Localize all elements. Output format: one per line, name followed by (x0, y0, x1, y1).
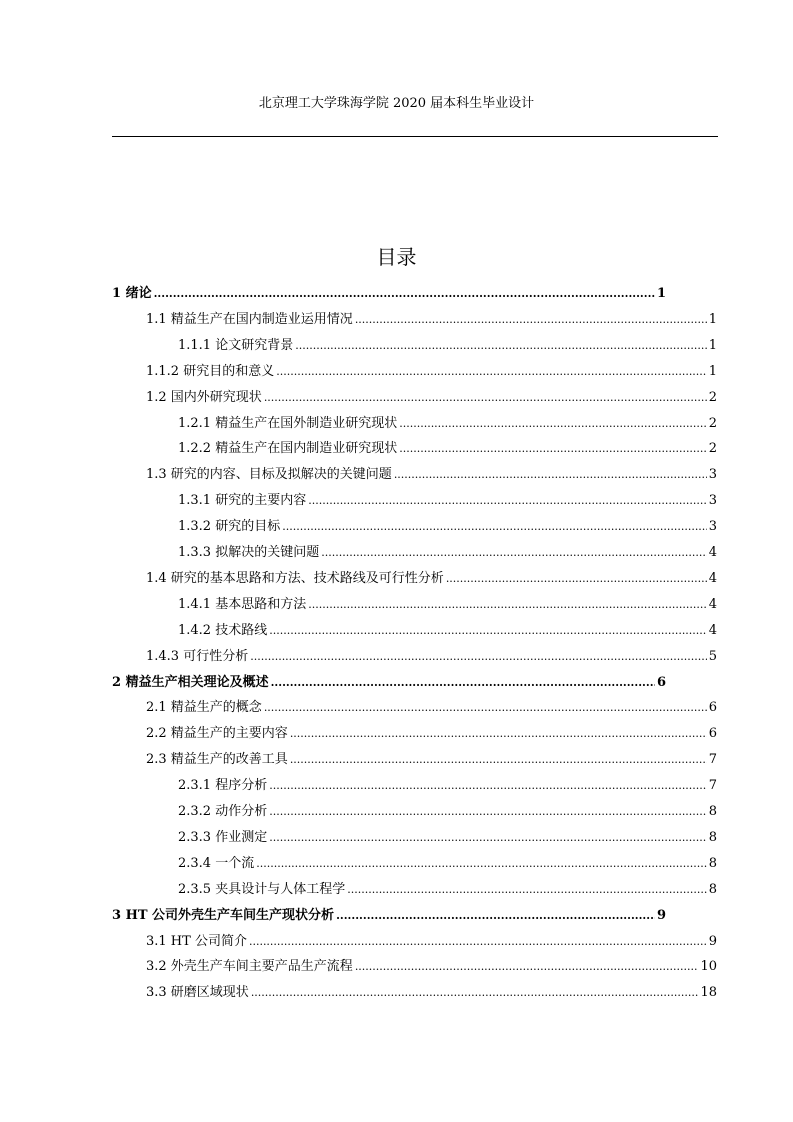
toc-entry[interactable] (146, 932, 717, 952)
toc-entry-page: 1 (708, 338, 717, 353)
toc-entry[interactable] (178, 595, 717, 615)
header-rule (112, 136, 718, 137)
toc-entry-label: 2.3.1 程序分析 (178, 778, 268, 793)
toc-entry[interactable] (178, 621, 717, 641)
toc-entry[interactable] (178, 414, 717, 434)
toc-entry-label: 1 绪论 (112, 286, 152, 301)
toc-entry-label: 2.3.3 作业测定 (178, 830, 268, 845)
toc-entry[interactable] (146, 957, 717, 977)
toc-entry-label: 3 HT 公司外壳生产车间生产现状分析 (112, 908, 335, 923)
toc-entry[interactable] (146, 310, 717, 330)
dot-leader (347, 880, 707, 900)
toc-entry[interactable] (112, 673, 666, 693)
toc-entry-label: 1.3.1 研究的主要内容 (178, 493, 307, 508)
dot-leader (249, 932, 707, 952)
dot-leader (269, 776, 707, 796)
toc-entry-page: 9 (656, 908, 666, 923)
toc-entry-label: 1.2.2 精益生产在国内制造业研究现状 (178, 441, 398, 456)
toc-entry-page: 8 (708, 830, 717, 845)
dot-leader (446, 569, 707, 589)
toc-entry[interactable] (146, 569, 717, 589)
toc-entry[interactable] (146, 362, 717, 382)
toc-entry[interactable] (112, 906, 666, 926)
toc-entry-label: 3.3 研磨区域现状 (146, 985, 249, 1000)
toc-entry-page: 1 (708, 312, 717, 327)
toc-entry-label: 1.4 研究的基本思路和方法、技术路线及可行性分析 (146, 571, 444, 586)
toc-entry-page: 8 (708, 882, 717, 897)
dot-leader (264, 698, 707, 718)
dot-leader (290, 724, 707, 744)
toc-entry-page: 4 (708, 545, 717, 560)
toc-entry-label: 1.1.2 研究目的和意义 (146, 364, 275, 379)
toc-entry-label: 2.3.5 夹具设计与人体工程学 (178, 882, 346, 897)
toc-entry[interactable] (178, 491, 717, 511)
toc-entry[interactable] (112, 284, 666, 304)
dot-leader (290, 750, 707, 770)
page-header: 北京理工大学珠海学院 2020 届本科生毕业设计 (258, 96, 535, 111)
toc-entry-page: 6 (656, 675, 666, 690)
toc-entry-page: 3 (708, 467, 717, 482)
toc-entry-page: 10 (700, 959, 717, 974)
toc-entry[interactable] (178, 854, 717, 874)
toc-entry[interactable] (146, 647, 717, 667)
toc-entry[interactable] (178, 336, 717, 356)
toc-entry-page: 3 (708, 493, 717, 508)
toc-entry-page: 2 (708, 441, 717, 456)
toc-entry-page: 4 (708, 597, 717, 612)
toc-entry[interactable] (178, 828, 717, 848)
dot-leader (295, 336, 707, 356)
toc-title: 目录 (376, 245, 417, 269)
toc-entry[interactable] (178, 802, 717, 822)
toc-entry-page: 5 (708, 649, 717, 664)
dot-leader (336, 906, 655, 926)
toc-entry[interactable] (146, 465, 717, 485)
dot-leader (264, 388, 707, 408)
toc-entry-label: 2.3.2 动作分析 (178, 804, 268, 819)
toc-entry-page: 3 (708, 519, 717, 534)
dot-leader (269, 621, 707, 641)
toc-entry-label: 2.3 精益生产的改善工具 (146, 752, 288, 767)
dot-leader (271, 673, 655, 693)
toc-entry[interactable] (178, 439, 717, 459)
toc-entry[interactable] (178, 543, 717, 563)
toc-entry[interactable] (146, 388, 717, 408)
toc-entry-label: 1.1.1 论文研究背景 (178, 338, 294, 353)
toc-entry-page: 2 (708, 390, 717, 405)
toc-entry-label: 1.1 精益生产在国内制造业运用情况 (146, 312, 353, 327)
toc-entry-label: 1.3.2 研究的目标 (178, 519, 281, 534)
toc-entry-label: 2.1 精益生产的概念 (146, 700, 262, 715)
toc-entry[interactable] (146, 698, 717, 718)
dot-leader (355, 310, 707, 330)
toc-entry[interactable] (178, 517, 717, 537)
toc-entry-page: 4 (708, 571, 717, 586)
toc-entry-page: 7 (708, 778, 717, 793)
toc-entry[interactable] (146, 983, 717, 1003)
toc-entry-label: 3.1 HT 公司简介 (146, 934, 247, 949)
dot-leader (308, 491, 707, 511)
toc-entry[interactable] (146, 750, 717, 770)
toc-entry-label: 1.2 国内外研究现状 (146, 390, 262, 405)
toc-entry-label: 2.2 精益生产的主要内容 (146, 726, 288, 741)
dot-leader (321, 543, 707, 563)
toc-entry-label: 1.4.3 可行性分析 (146, 649, 249, 664)
toc-entry-page: 18 (700, 985, 717, 1000)
toc-entry-page: 4 (708, 623, 717, 638)
toc-entry-label: 3.2 外壳生产车间主要产品生产流程 (146, 959, 353, 974)
dot-leader (269, 828, 707, 848)
toc-entry-label: 2.3.4 一个流 (178, 856, 255, 871)
toc-entry[interactable] (146, 724, 717, 744)
toc-entry-page: 9 (708, 934, 717, 949)
dot-leader (276, 362, 707, 382)
toc-entry-page: 6 (708, 726, 717, 741)
toc-entry-page: 7 (708, 752, 717, 767)
dot-leader (269, 802, 707, 822)
dot-leader (250, 647, 707, 667)
toc-entry-label: 1.3 研究的内容、目标及拟解决的关键问题 (146, 467, 392, 482)
toc-entry-page: 6 (708, 700, 717, 715)
toc-entry-page: 2 (708, 416, 717, 431)
toc-entry[interactable] (178, 776, 717, 796)
toc-entry[interactable] (178, 880, 717, 900)
toc-entry-label: 1.3.3 拟解决的关键问题 (178, 545, 320, 560)
toc-entry-label: 1.4.2 技术路线 (178, 623, 268, 638)
dot-leader (394, 465, 707, 485)
dot-leader (256, 854, 707, 874)
toc-entry-page: 1 (656, 286, 666, 301)
toc-entry-label: 2 精益生产相关理论及概述 (112, 675, 269, 690)
dot-leader (154, 284, 655, 304)
dot-leader (308, 595, 707, 615)
dot-leader (251, 983, 699, 1003)
toc-entry-page: 1 (708, 364, 717, 379)
dot-leader (399, 439, 707, 459)
toc-entry-label: 1.4.1 基本思路和方法 (178, 597, 307, 612)
toc-entry-page: 8 (708, 856, 717, 871)
dot-leader (355, 957, 699, 977)
dot-leader (282, 517, 707, 537)
dot-leader (399, 414, 707, 434)
toc-entry-label: 1.2.1 精益生产在国外制造业研究现状 (178, 416, 398, 431)
toc-entry-page: 8 (708, 804, 717, 819)
